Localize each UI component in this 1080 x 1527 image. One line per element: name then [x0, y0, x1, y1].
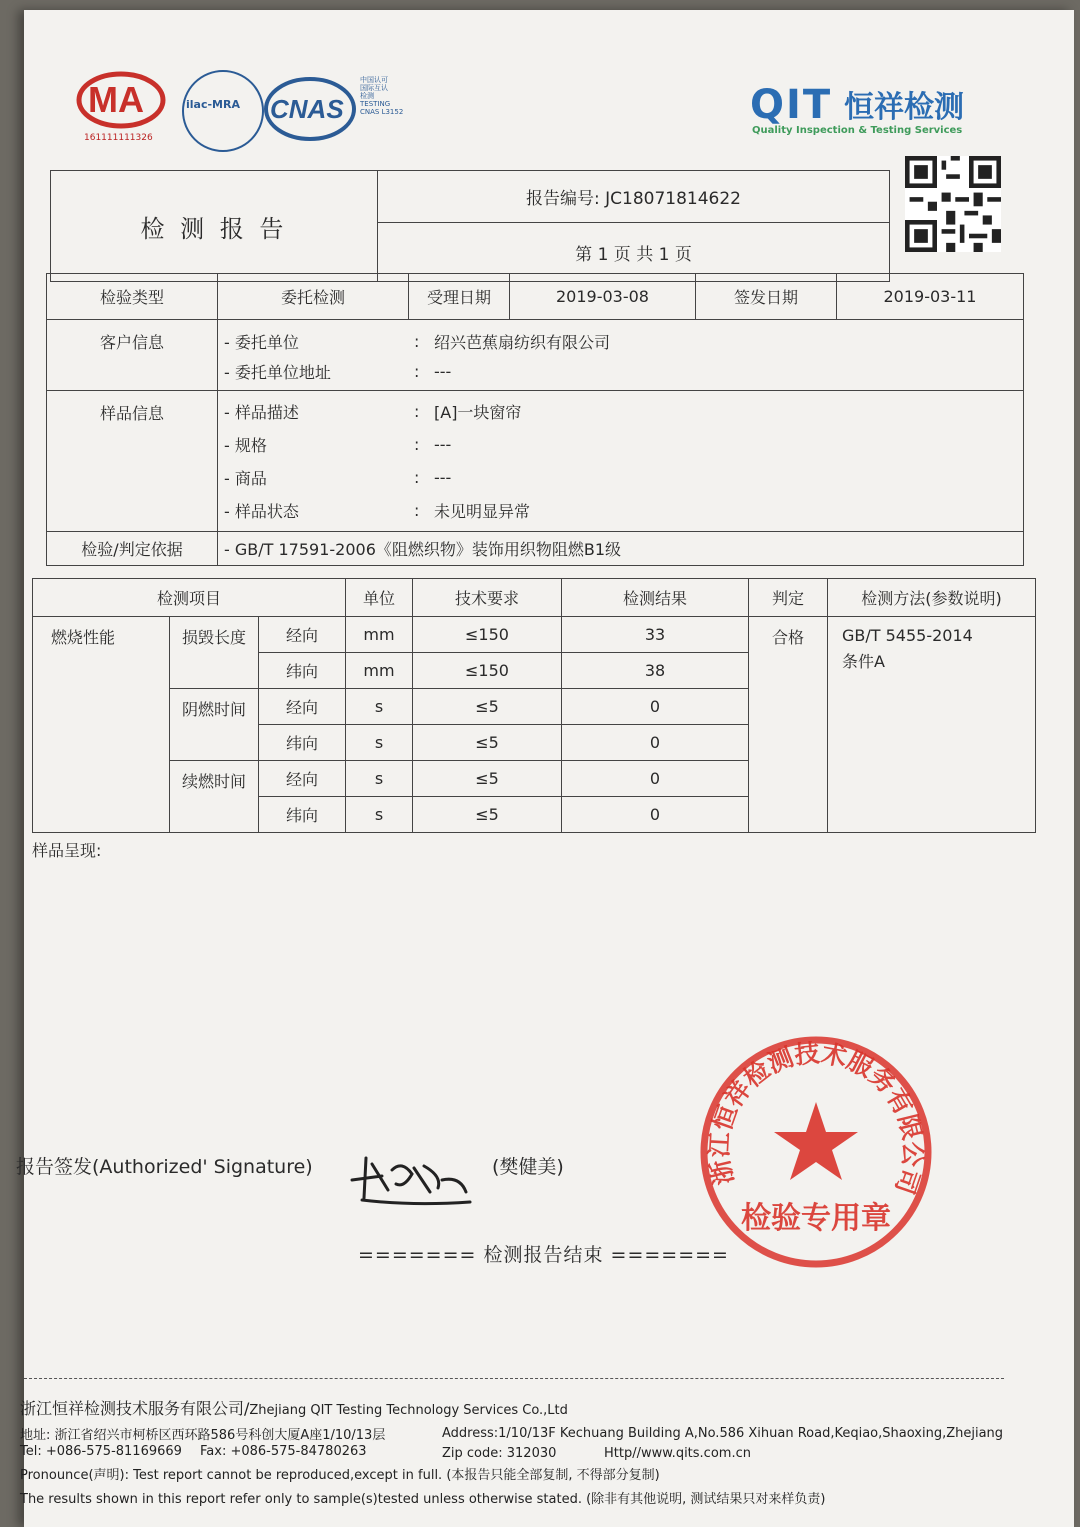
direction: 经向 — [259, 689, 346, 725]
sample-info-label: 样品信息 — [47, 391, 218, 532]
received-date-value: 2019-03-08 — [510, 274, 696, 320]
signature-label: 报告签发(Authorized' Signature) — [16, 1156, 313, 1178]
info-table — [46, 273, 1024, 566]
result: 33 — [562, 617, 749, 653]
sample-row — [224, 395, 1023, 428]
unit: s — [346, 761, 413, 797]
basis-label: 检验/判定依据 — [47, 532, 218, 566]
group-label: 燃烧性能 — [33, 617, 170, 833]
customer-info-label: 客户信息 — [47, 320, 218, 391]
direction: 纬向 — [259, 653, 346, 689]
qit-company-name: 恒祥检测 — [844, 90, 964, 125]
website: Http//www.qits.com.cn — [604, 1446, 751, 1461]
cma-number: 161111111326 — [84, 133, 153, 143]
svg-text:CNAS: CNAS — [270, 94, 344, 124]
inspection-type-value: 委托检测 — [218, 274, 409, 320]
requirement: ≤5 — [413, 797, 562, 833]
sample-value: 未见明显异常 — [434, 502, 531, 521]
company-seal-stamp — [696, 1032, 936, 1272]
pronounce-statement: Pronounce(声明): Test report cannot be reproduced,except in full. (本报告只能全部复制, 不得部分复制) — [20, 1468, 660, 1483]
unit: mm — [346, 653, 413, 689]
result: 0 — [562, 725, 749, 761]
method-condition: 条件A — [842, 652, 885, 671]
sample-key: - 样品描述 — [224, 403, 299, 422]
sample-row — [224, 428, 1023, 461]
direction: 纬向 — [259, 725, 346, 761]
colon: : — [414, 402, 420, 421]
company-en: Zhejiang QIT Testing Technology Services Co.,Ltd — [249, 1403, 568, 1418]
test-results-table — [32, 578, 1036, 833]
report-title: 检 测 报 告 — [51, 171, 378, 282]
handwritten-signature — [342, 1140, 482, 1210]
sample-value: [A]一块窗帘 — [434, 403, 522, 422]
requirement: ≤5 — [413, 725, 562, 761]
verdict: 合格 — [749, 617, 828, 833]
direction: 纬向 — [259, 797, 346, 833]
requirement: ≤150 — [413, 617, 562, 653]
sample-key: - 样品状态 — [224, 502, 299, 521]
requirement: ≤5 — [413, 761, 562, 797]
method-standard: GB/T 5455-2014 — [842, 626, 973, 645]
customer-info-block — [218, 320, 1024, 391]
zip-code: Zip code: 312030 — [442, 1446, 557, 1461]
svg-text:MA: MA — [88, 79, 144, 120]
method — [828, 617, 1036, 833]
col-requirement: 技术要求 — [413, 579, 562, 617]
colon: : — [414, 361, 420, 381]
basis-value: - GB/T 17591-2006《阻燃织物》装饰用织物阻燃B1级 — [218, 532, 1024, 566]
sample-info-block — [218, 391, 1024, 532]
result: 0 — [562, 689, 749, 725]
direction: 经向 — [259, 617, 346, 653]
sample-key: - 规格 — [224, 436, 267, 455]
cnas-side-text: 中国认可 国际互认 检测 TESTING CNAS L3152 — [360, 76, 404, 116]
col-method: 检测方法(参数说明) — [828, 579, 1036, 617]
unit: s — [346, 689, 413, 725]
sample-value: --- — [434, 435, 452, 454]
signer-name: (樊健美) — [492, 1156, 564, 1178]
colon: : — [414, 468, 420, 487]
footer-company — [20, 1396, 568, 1419]
received-date-label: 受理日期 — [409, 274, 510, 320]
cnas-logo — [264, 76, 356, 142]
unit: s — [346, 797, 413, 833]
sample-row — [224, 461, 1023, 494]
svg-text:检验专用章: 检验专用章 — [741, 1201, 891, 1236]
requirement: ≤5 — [413, 689, 562, 725]
sub-item: 阴燃时间 — [170, 689, 259, 761]
address-cn: 地址: 浙江省绍兴市柯桥区西环路586号科创大厦A座1/10/13层 — [20, 1428, 386, 1443]
svg-text:浙江恒祥检测技术服务有限公司: 浙江恒祥检测技术服务有限公司 — [704, 1038, 928, 1198]
col-result: 检测结果 — [562, 579, 749, 617]
requirement: ≤150 — [413, 653, 562, 689]
inspection-type-label: 检验类型 — [47, 274, 218, 320]
customer-key: - 委托单位 — [224, 332, 299, 352]
col-unit: 单位 — [346, 579, 413, 617]
report-end-line: ======= 检测报告结束 ======= — [358, 1244, 729, 1266]
qr-code-icon — [904, 156, 1002, 252]
result: 0 — [562, 761, 749, 797]
cma-logo — [76, 70, 166, 130]
report-page — [16, 10, 1074, 1527]
address-en: Address:1/10/13F Kechuang Building A,No.586 Xihuan Road,Keqiao,Shaoxing,Zhejiang — [442, 1426, 1004, 1441]
page-info: 第 1 页 共 1 页 — [378, 223, 890, 282]
customer-key: - 委托单位地址 — [224, 362, 331, 382]
footer-divider — [24, 1378, 1004, 1379]
colon: : — [414, 331, 420, 351]
sub-item: 损毁长度 — [170, 617, 259, 689]
sample-presentation-label: 样品呈现: — [32, 841, 102, 860]
report-header-table — [50, 170, 890, 282]
customer-row — [224, 356, 1023, 386]
col-verdict: 判定 — [749, 579, 828, 617]
issue-date-value: 2019-03-11 — [837, 274, 1024, 320]
customer-row — [224, 326, 1023, 356]
result: 38 — [562, 653, 749, 689]
ilac-mra-text: ilac-MRA — [186, 98, 240, 111]
direction: 经向 — [259, 761, 346, 797]
fax: Fax: +086-575-84780263 — [200, 1444, 367, 1459]
ilac-mra-logo — [182, 70, 264, 152]
sample-key: - 商品 — [224, 469, 267, 488]
result: 0 — [562, 797, 749, 833]
col-test-item: 检测项目 — [33, 579, 346, 617]
unit: s — [346, 725, 413, 761]
qit-slogan: Quality Inspection & Testing Services — [752, 125, 963, 136]
customer-value: --- — [434, 361, 452, 381]
sample-row — [224, 494, 1023, 527]
sample-value: --- — [434, 468, 452, 487]
company-cn: 浙江恒祥检测技术服务有限公司/ — [20, 1399, 250, 1418]
colon: : — [414, 501, 420, 520]
issue-date-label: 签发日期 — [696, 274, 837, 320]
sub-item: 续燃时间 — [170, 761, 259, 833]
report-number: 报告编号: JC18071814622 — [378, 171, 890, 223]
results-statement: The results shown in this report refer only to sample(s)tested unless otherwise stated. (除非有其他说明, 测试结果只对来样负责) — [20, 1492, 826, 1507]
colon: : — [414, 435, 420, 454]
customer-value: 绍兴芭蕉扇纺织有限公司 — [434, 332, 611, 352]
unit: mm — [346, 617, 413, 653]
tel: Tel: +086-575-81169669 — [20, 1444, 182, 1459]
qit-brand-logo: QIT — [750, 82, 833, 128]
